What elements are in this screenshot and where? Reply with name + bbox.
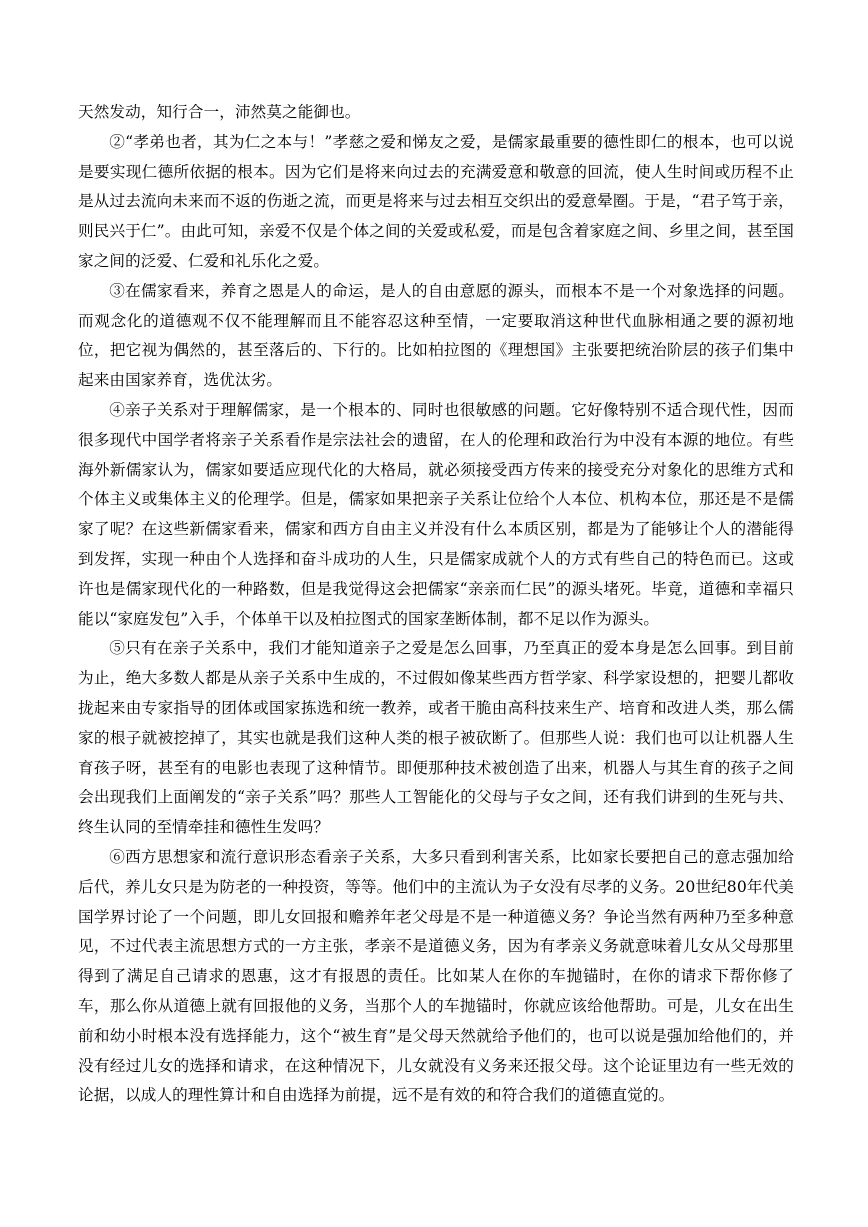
paragraph-3: ③在儒家看来，养育之恩是人的命运，是人的自由意愿的源头，而根本不是一个对象选择的问题。而观念化的道德观不仅不能理解而且不能容忍这种至情，一定要取消这种世代血脉相通之要的源初地位，把它视为偶然的，甚至落后的、下行的。比如柏拉图的《理想国》主张要把统治阶层的孩子们集中起来由国家养育，选优汰劣。 (78, 281, 794, 390)
paragraph-4: ④亲子关系对于理解儒家，是一个根本的、同时也很敏感的问题。它好像特别不适合现代性，因而很多现代中国学者将亲子关系看作是宗法社会的遗留，在人的伦理和政治行为中没有本源的地位。有些海外新儒家认为，儒家如要适应现代化的大格局，就必须接受西方传来的接受充分对象化的思维方式和个体主义或集体主义的伦理学。但是，儒家如果把亲子关系让位给个人本位、机构本位，那还是不是儒家了呢？在这些新儒家看来，儒家和西方自由主义并没有什么本质区别，都是为了能够让个人的潜能得到发挥，实现一种由个人选择和奋斗成功的人生，只是儒家成就个人的方式有些自己的特色而已。这或许也是儒家现代化的一种路数，但是我觉得这会把儒家“亲亲而仁民”的源头堵死。毕竟，道德和幸福只能以“家庭发包”入手，个体单干以及柏拉图式的国家垄断体制，都不足以作为源头。 (78, 400, 794, 628)
paragraph-6: ⑥西方思想家和流行意识形态看亲子关系，大多只看到利害关系，比如家长要把自己的意志强加给后代，养儿女只是为防老的一种投资，等等。他们中的主流认为子女没有尽孝的义务。20世纪80年代美国学界讨论了一个问题，即儿女回报和赡养年老父母是不是一种道德义务？争论当然有两种乃至多种意见，不过代表主流思想方式的一方主张，孝亲不是道德义务，因为有孝亲义务就意味着儿女从父母那里得到了满足自己请求的恩惠，这才有报恩的责任。比如某人在你的车抛锚时，在你的请求下帮你修了车，那么你从道德上就有回报他的义务，当那个人的车抛锚时，你就应该给他帮助。可是，儿女在出生前和幼小时根本没有选择能力，这个“被生育”是父母天然就给予他们的，也可以说是强加给他们的，并没有经过儿女的选择和请求，在这种情况下，儿女就没有义务来还报父母。这个论证里边有一些无效的论据，以成人的理性算计和自由选择为前提，远不是有效的和符合我们的道德直觉的。 (78, 847, 794, 1105)
document-body (78, 98, 794, 1111)
paragraph-5: ⑤只有在亲子关系中，我们才能知道亲子之爱是怎么回事，乃至真正的爱本身是怎么回事。到目前为止，绝大多数人都是从亲子关系中生成的，不过假如像某些西方哲学家、科学家设想的，把婴儿都收拢起来由专家指导的团体或国家拣选和统一教养，或者干脆由高科技来生产、培育和改进人类，那么儒家的根子就被挖掉了，其实也就是我们这种人类的根子被砍断了。但那些人说：我们也可以让机器人生育孩子呀，甚至有的电影也表现了这种情节。即便那种技术被创造了出来，机器人与其生育的孩子之间会出现我们上面阐发的“亲子关系”吗？那些人工智能化的父母与子女之间，还有我们讲到的生死与共、终生认同的至情牵挂和德性生发吗？ (78, 639, 794, 837)
paragraph-continuation: 天然发动，知行合一，沛然莫之能御也。 (78, 103, 361, 121)
paragraph-2: ②“孝弟也者，其为仁之本与！”孝慈之爱和悌友之爱，是儒家最重要的德性即仁的根本，也可以说是要实现仁德所依据的根本。因为它们是将来向过去的充满爱意和敬意的回流，使人生时间或历程不止是从过去流向未来而不返的伤逝之流，而更是将来与过去相互交织出的爱意晕圈。于是，“君子笃于亲，则民兴于仁”。由此可知，亲爱不仅是个体之间的关爱或私爱，而是包含着家庭之间、乡里之间，甚至国家之间的泛爱、仁爱和礼乐化之爱。 (78, 132, 794, 270)
